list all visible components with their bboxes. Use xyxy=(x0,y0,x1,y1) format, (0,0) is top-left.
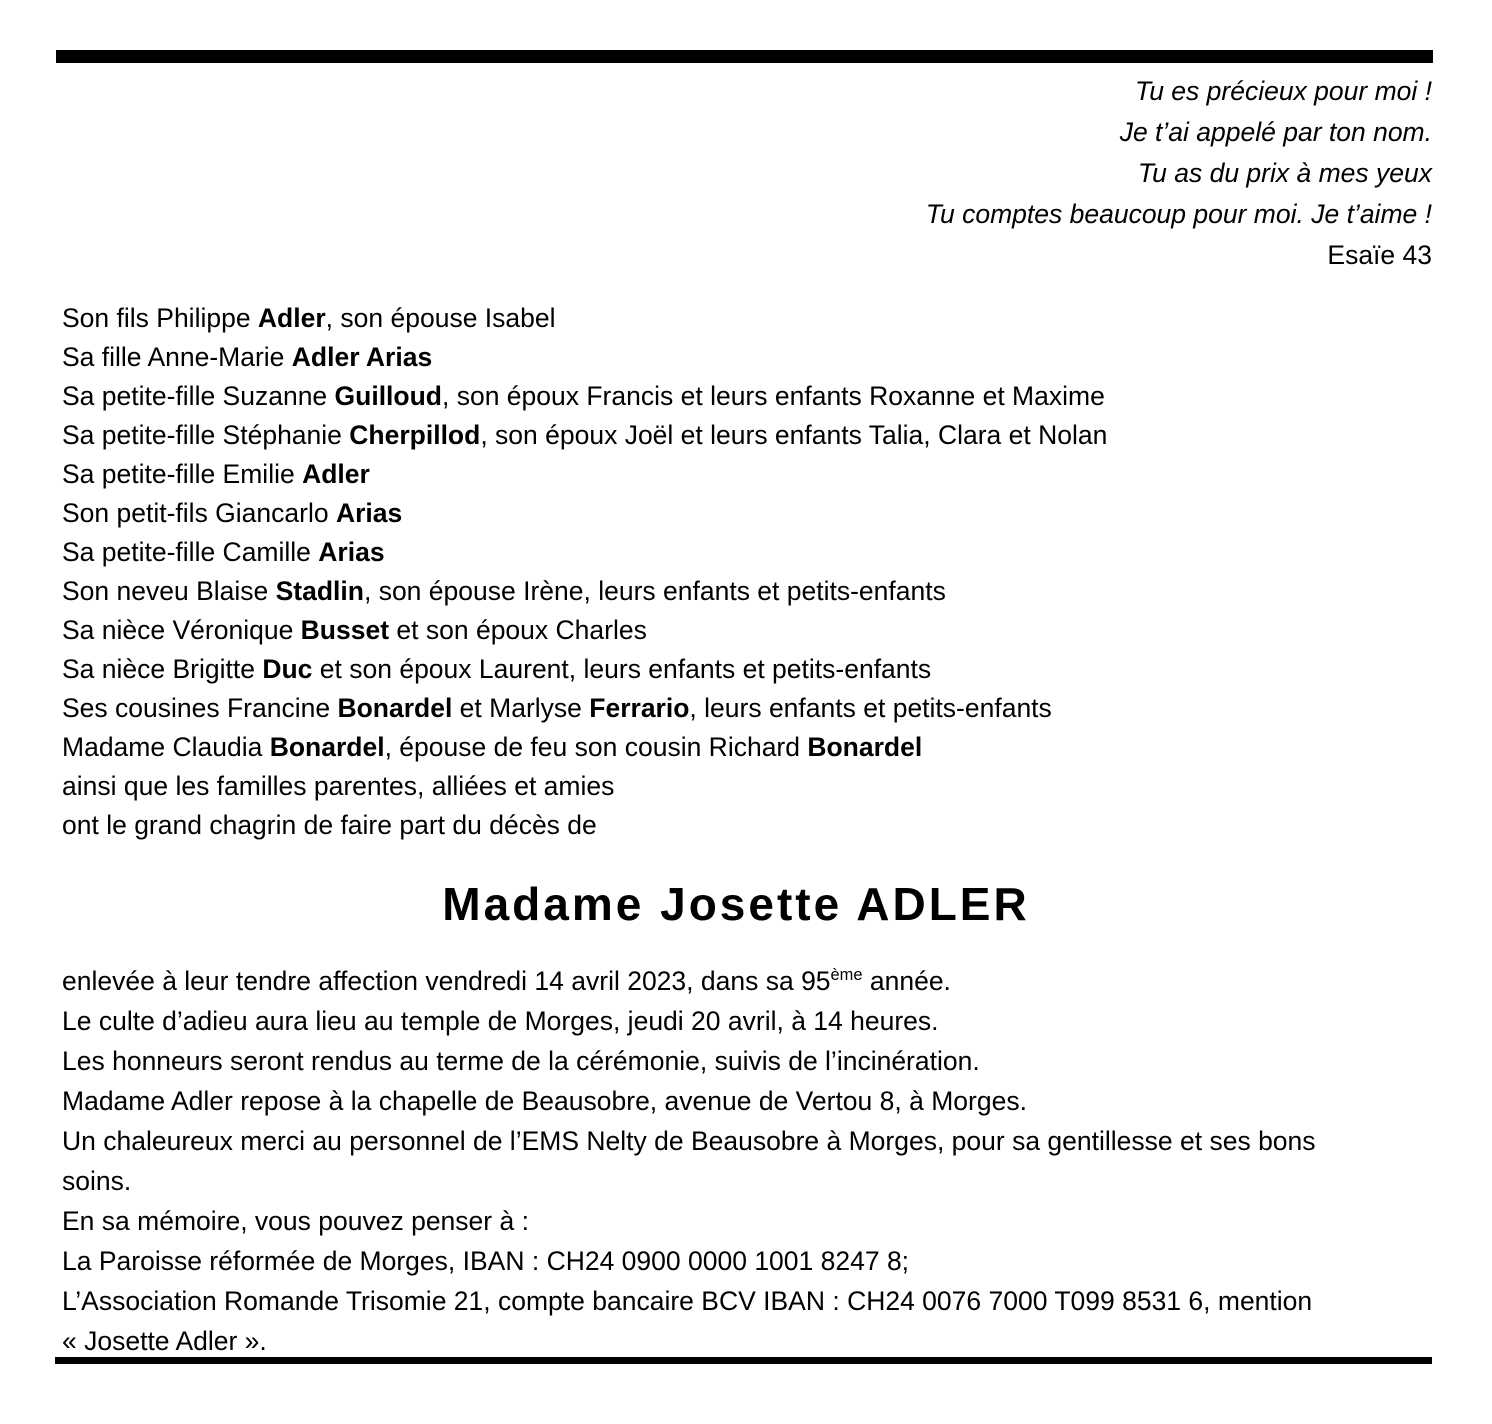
family-list xyxy=(62,299,1452,845)
text-line: Sa petite-fille Stéphanie Cherpillod, son époux Joël et leurs enfants Talia, Clara et Nolan xyxy=(62,420,1108,450)
text-line: « Josette Adler ». xyxy=(62,1326,267,1356)
deceased-name-title: Madame Josette ADLER xyxy=(442,878,1030,930)
text-line: ainsi que les familles parentes, alliées et amies xyxy=(62,771,615,801)
text-line: Je t’ai appelé par ton nom. xyxy=(1119,117,1432,147)
text-line: La Paroisse réformée de Morges, IBAN : CH24 0900 0000 1001 8247 8; xyxy=(62,1246,910,1276)
text-line: Sa petite-fille Camille Arias xyxy=(62,537,385,567)
epigraph-lines xyxy=(500,71,1432,235)
text-line: Les honneurs seront rendus au terme de la cérémonie, suivis de l’incinération. xyxy=(62,1046,980,1076)
text-line: Sa petite-fille Emilie Adler xyxy=(62,459,370,489)
text-line: Sa nièce Véronique Busset et son époux Charles xyxy=(62,615,647,645)
text-line: Sa petite-fille Suzanne Guilloud, son époux Francis et leurs enfants Roxanne et Maxime xyxy=(62,381,1105,411)
text-line: Son fils Philippe Adler, son épouse Isabel xyxy=(62,303,556,333)
text-line: enlevée à leur tendre affection vendredi 14 avril 2023, dans sa 95ème année. xyxy=(62,966,951,996)
announcement-details xyxy=(62,961,1472,1361)
epigraph xyxy=(500,71,1432,276)
epigraph-attribution: Esaïe 43 xyxy=(1327,240,1432,270)
text-line: Tu as du prix à mes yeux xyxy=(1137,158,1432,188)
text-line: Madame Claudia Bonardel, épouse de feu son cousin Richard Bonardel xyxy=(62,732,923,762)
text-line: Ses cousines Francine Bonardel et Marlyse Ferrario, leurs enfants et petits-enfants xyxy=(62,693,1052,723)
text-line: Tu es précieux pour moi ! xyxy=(1134,76,1432,106)
text-line: Un chaleureux merci au personnel de l’EMS Nelty de Beausobre à Morges, pour sa gentillesse et ses bons xyxy=(62,1126,1316,1156)
top-divider-bar xyxy=(56,50,1433,63)
text-line: ont le grand chagrin de faire part du décès de xyxy=(62,810,597,840)
text-line: Sa fille Anne-Marie Adler Arias xyxy=(62,342,433,372)
text-line: Son petit-fils Giancarlo Arias xyxy=(62,498,403,528)
text-line: Le culte d’adieu aura lieu au temple de Morges, jeudi 20 avril, à 14 heures. xyxy=(62,1006,939,1036)
text-line: Son neveu Blaise Stadlin, son épouse Irène, leurs enfants et petits-enfants xyxy=(62,576,946,606)
text-line: Tu comptes beaucoup pour moi. Je t’aime ! xyxy=(925,199,1432,229)
text-line: soins. xyxy=(62,1166,132,1196)
text-line: En sa mémoire, vous pouvez penser à : xyxy=(62,1206,529,1236)
text-line: Madame Adler repose à la chapelle de Beausobre, avenue de Vertou 8, à Morges. xyxy=(62,1086,1027,1116)
bottom-divider-bar xyxy=(55,1357,1432,1364)
text-line: Sa nièce Brigitte Duc et son époux Laurent, leurs enfants et petits-enfants xyxy=(62,654,932,684)
text-line: L’Association Romande Trisomie 21, compte bancaire BCV IBAN : CH24 0076 7000 T099 8531 6, mention xyxy=(62,1286,1313,1316)
